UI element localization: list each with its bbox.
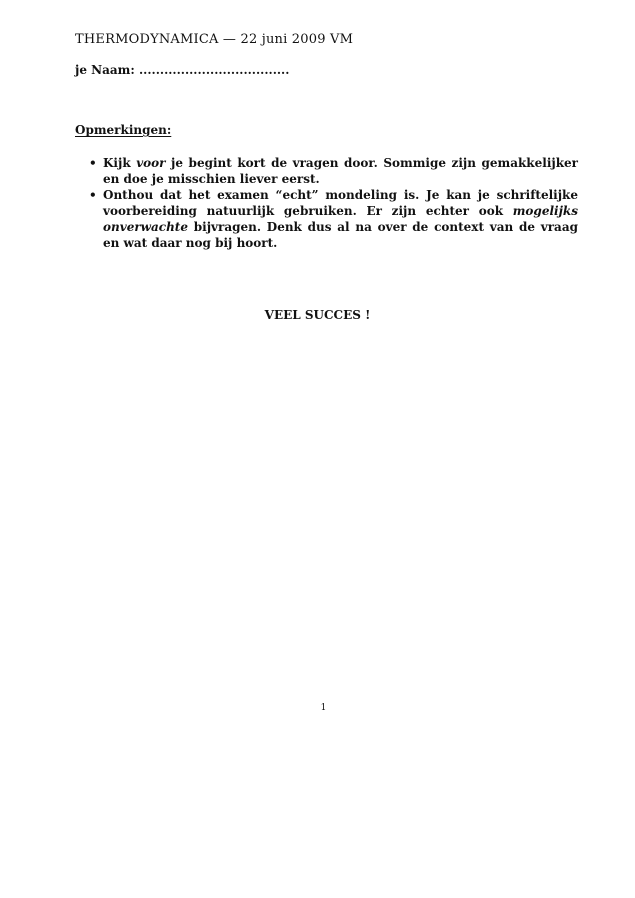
remark-text: je begint kort de vragen door. Sommige zijn gemakkelijker en doe je misschien liever eerst.	[103, 156, 578, 186]
remarks-heading: Opmerkingen:	[75, 123, 172, 137]
remark-text: Kijk	[103, 156, 137, 170]
remark-item	[88, 187, 578, 251]
bullet-icon: •	[89, 188, 97, 202]
remarks-list	[88, 155, 578, 251]
remark-text: Onthou dat het examen “echt” mondeling is. Je kan je schriftelijke voorbereiding natuurlijk gebruiken. Er zijn echter ook	[103, 188, 578, 218]
name-label: je Naam:	[75, 63, 135, 77]
remark-emphasis: voor	[136, 156, 166, 170]
name-blank: ....................................	[139, 63, 290, 77]
closing-message: VEEL SUCCES !	[264, 308, 371, 322]
name-field-line	[75, 63, 289, 77]
remark-item	[88, 155, 578, 187]
page-number: 1	[320, 703, 327, 713]
exam-title: THERMODYNAMICA — 22 juni 2009 VM	[75, 32, 354, 47]
remark-text: bijvragen. Denk dus al na over de context van de vraag en wat daar nog bij hoort.	[103, 220, 578, 250]
bullet-icon: •	[89, 156, 97, 170]
remark-emphasis: mogelijks onverwachte	[103, 204, 578, 234]
